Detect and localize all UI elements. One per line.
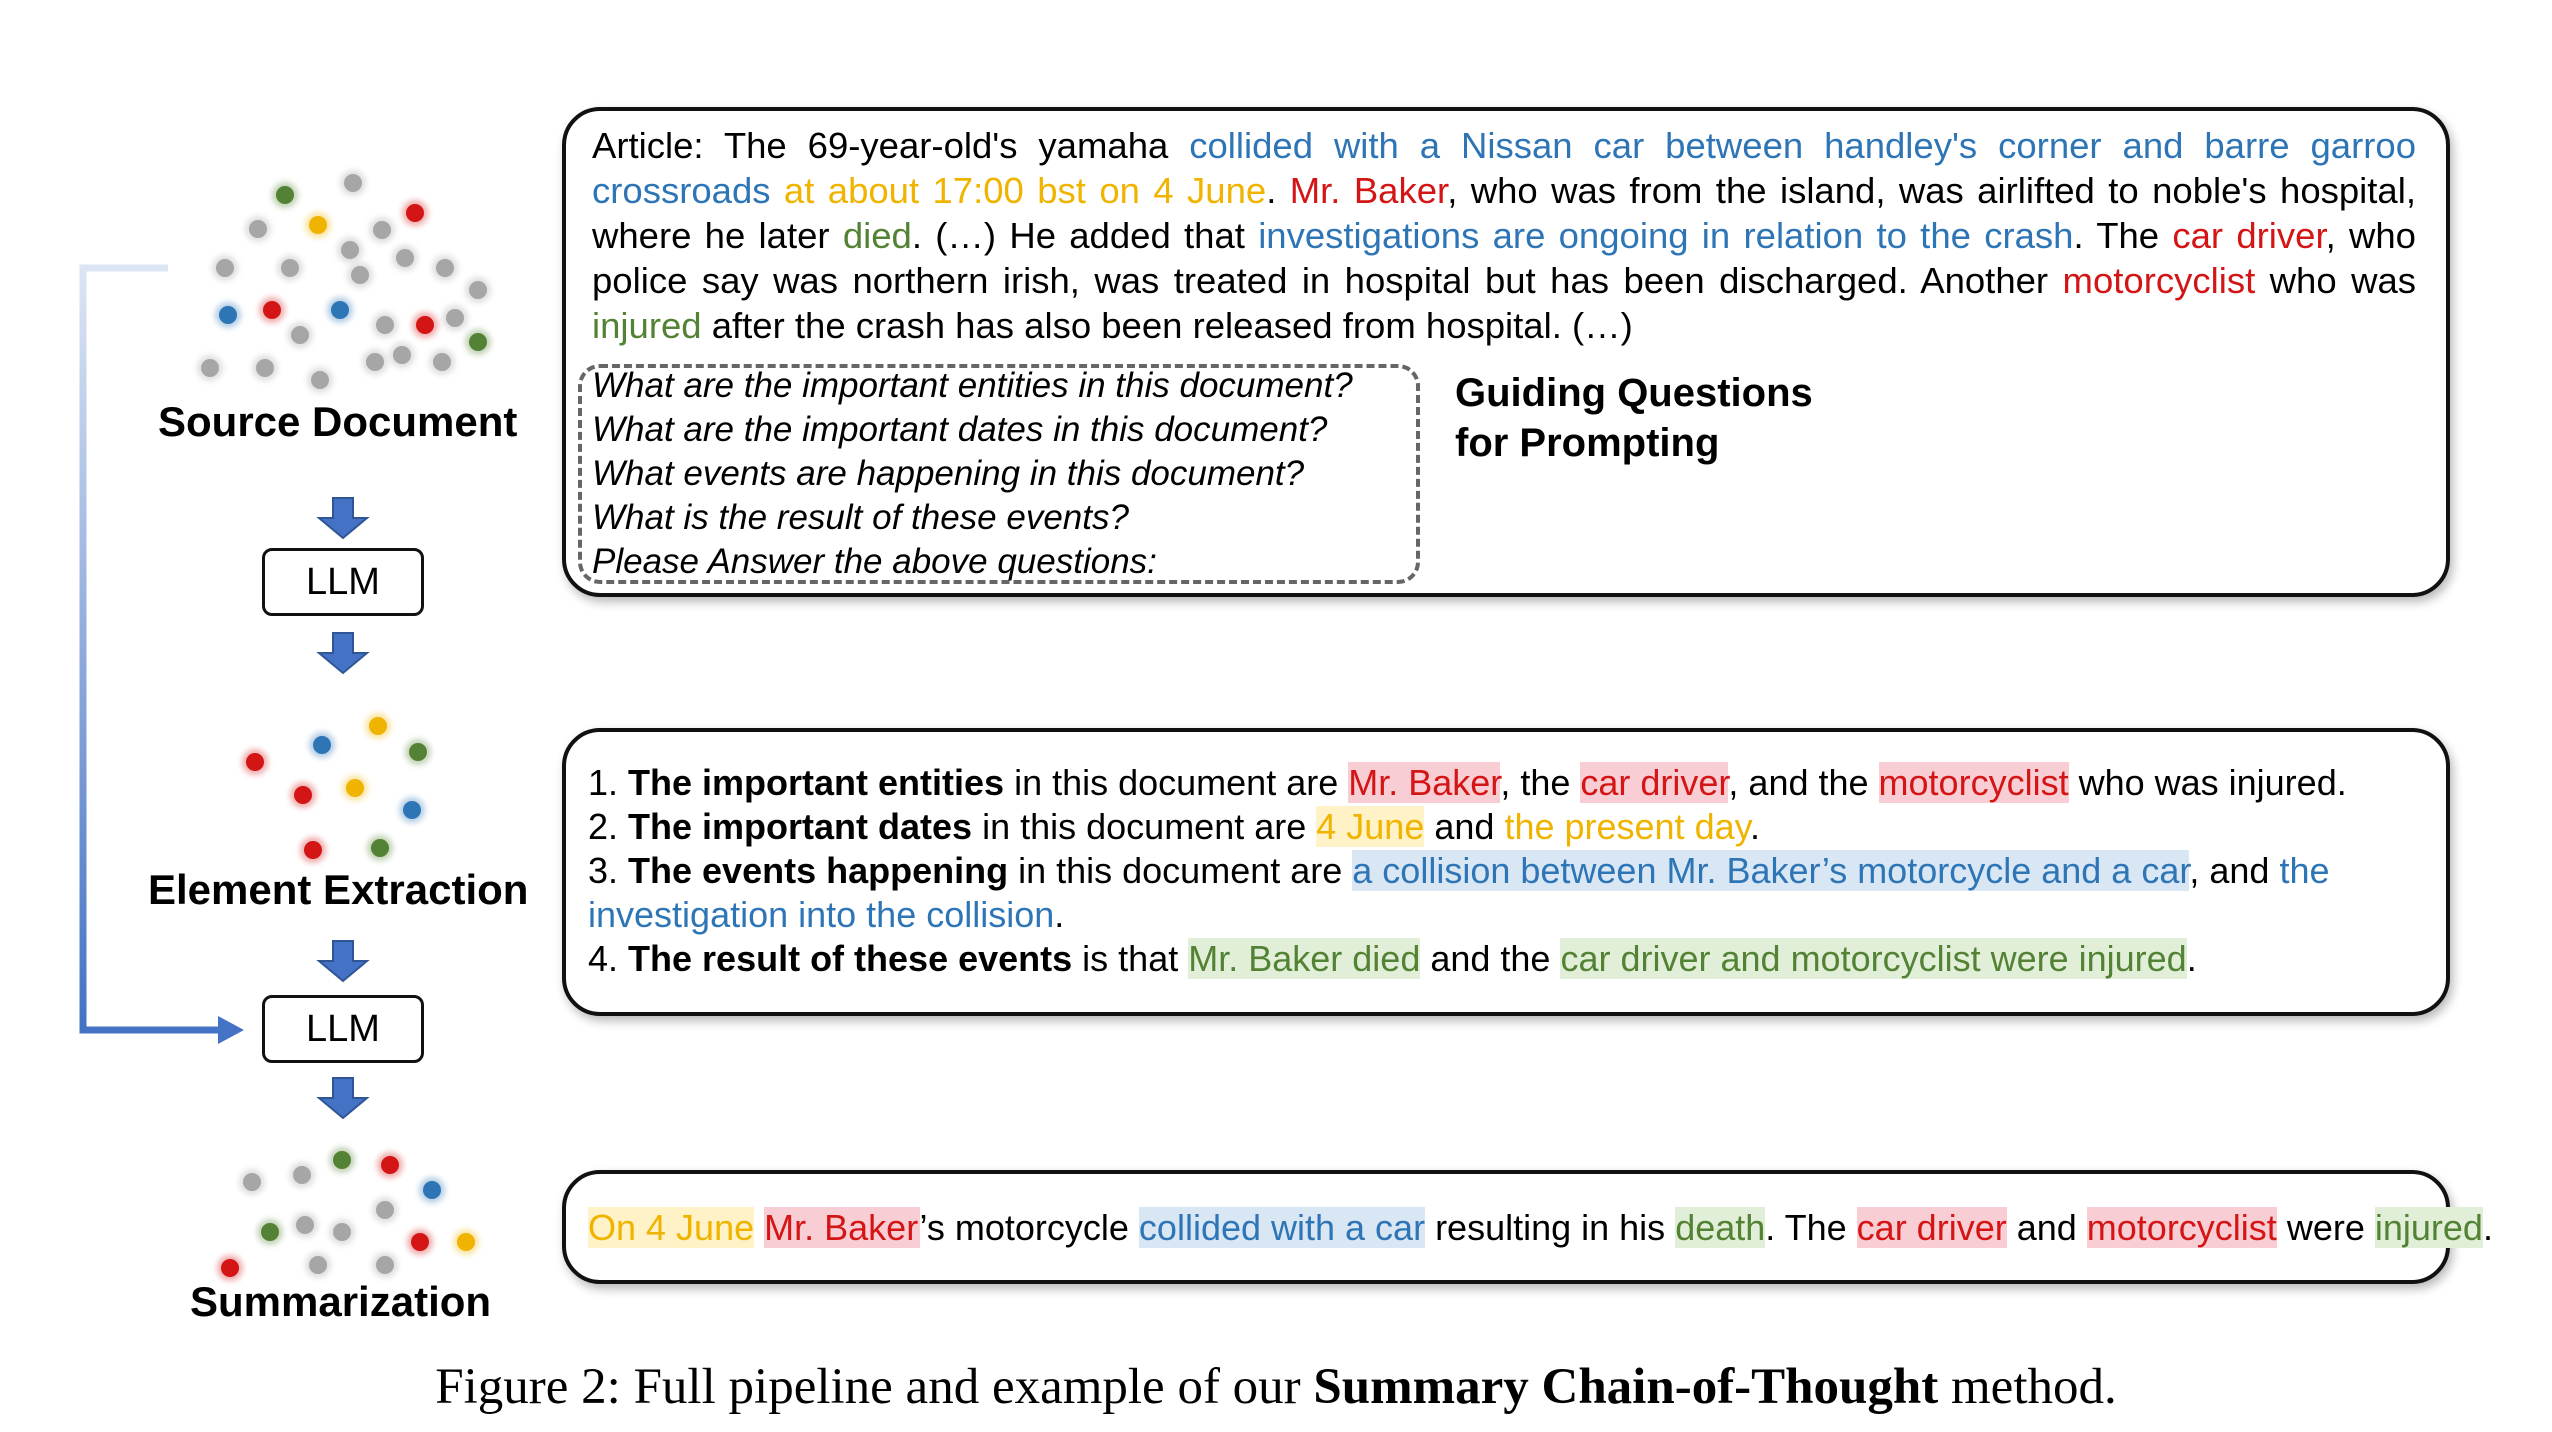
item-heading: The result of these events [628, 938, 1073, 979]
item-number: 4. [588, 938, 629, 979]
element-dot [256, 359, 274, 377]
element-dot [309, 1256, 327, 1274]
item-text: , and [2189, 850, 2280, 891]
element-dot [469, 333, 487, 351]
summary-text [588, 1207, 2493, 1249]
article-segment: , who was from the island, was airlifted to noble's hospital, where he later [592, 170, 2416, 256]
element-dot [309, 216, 327, 234]
item-text: . [1054, 894, 1065, 935]
article-segment: . (…) He added that [911, 215, 1259, 256]
summary-segment: and [2006, 1207, 2087, 1248]
element-dot [351, 266, 369, 284]
event-text: investigation into the collision [588, 894, 1055, 935]
item-heading: The important dates [628, 806, 973, 847]
element-dot [433, 353, 451, 371]
caption-text: Figure 2: Full pipeline and example of our [435, 1359, 1314, 1415]
article-result: injured [592, 305, 702, 346]
element-dot [409, 743, 427, 761]
item-text: . [2186, 938, 2197, 979]
article-event: collided with a Nissan car between handley's corner and barre garroo crossroads [592, 125, 2417, 211]
element-dot [346, 779, 364, 797]
guiding-question: What is the result of these events? [592, 498, 1129, 537]
guide-line: for Prompting [1455, 421, 1720, 465]
article-segment: . The [2073, 215, 2173, 256]
element-dot [416, 316, 434, 334]
highlight-result: Mr. Baker died [1188, 938, 1421, 979]
highlight-entity: motorcyclist [1878, 762, 2069, 803]
skip-connection-arrow [83, 268, 218, 1030]
guiding-questions-title [1455, 368, 1813, 468]
summary-segment: ’s motorcycle [919, 1207, 1139, 1248]
llm-box: LLM [262, 995, 424, 1063]
element-dot [381, 1156, 399, 1174]
element-dot [446, 309, 464, 327]
article-segment: . [1266, 170, 1290, 211]
element-dot [296, 1216, 314, 1234]
item-text: and [1424, 806, 1505, 847]
date-text: the present day [1504, 806, 1750, 847]
element-dot [293, 1166, 311, 1184]
highlight-result: car driver and motorcyclist were injured [1560, 938, 2187, 979]
article-segment: Article: The 69-year-old's yamaha [592, 125, 1190, 166]
guiding-question: Please Answer the above questions: [592, 542, 1157, 581]
item-text: , and the [1728, 762, 1879, 803]
figure-caption [0, 1358, 2552, 1416]
element-dot [331, 301, 349, 319]
highlight-entity: car driver [1580, 762, 1729, 803]
caption-text: method. [1938, 1359, 2117, 1415]
summary-segment: were [2276, 1207, 2375, 1248]
element-dot [393, 346, 411, 364]
skip-arrow-head [218, 1016, 244, 1044]
guiding-question: What events are happening in this document? [592, 454, 1305, 493]
item-number: 2. [588, 806, 629, 847]
element-dot [311, 371, 329, 389]
element-dot [333, 1223, 351, 1241]
element-dot [221, 1259, 239, 1277]
article-date: at about 17:00 bst on 4 June [783, 170, 1267, 211]
article-entity: car driver [2172, 215, 2326, 256]
extraction-item-continued [588, 894, 1064, 936]
down-arrow [319, 498, 367, 538]
element-dot [366, 353, 384, 371]
highlight-entity: Mr. Baker [1348, 762, 1501, 803]
source-document-dots [197, 170, 491, 393]
item-text: and the [1420, 938, 1561, 979]
down-arrow [319, 633, 367, 673]
guide-line: Guiding Questions [1455, 371, 1813, 415]
extraction-item [588, 806, 1760, 848]
item-text: in this document are [1004, 762, 1349, 803]
article-segment [771, 170, 784, 211]
source-document-label: Source Document [158, 398, 518, 445]
extraction-item [588, 850, 2329, 892]
article-segment: after the crash has also been released from hospital. (…) [701, 305, 1633, 346]
down-arrow [319, 941, 367, 981]
article-event: investigations are ongoing in relation to the crash [1258, 215, 2074, 256]
extraction-item [588, 938, 2197, 980]
llm-box: LLM [262, 548, 424, 616]
highlight-date: 4 June [1316, 806, 1425, 847]
element-dot [313, 736, 331, 754]
element-dot [201, 359, 219, 377]
item-text: in this document are [1008, 850, 1353, 891]
element-dot [249, 220, 267, 238]
summary-segment: resulting in his [1425, 1207, 1676, 1248]
item-text: who was injured. [2068, 762, 2347, 803]
highlight-event: collided with a car [1138, 1207, 1426, 1248]
element-dot [341, 241, 359, 259]
highlight-entity: car driver [1856, 1207, 2007, 1248]
element-dot [406, 204, 424, 222]
element-dot [344, 174, 362, 192]
element-dot [376, 316, 394, 334]
highlight-result: death [1675, 1207, 1766, 1248]
element-dot [291, 326, 309, 344]
element-dot [469, 281, 487, 299]
element-dot [263, 301, 281, 319]
element-dot [216, 259, 234, 277]
extraction-item [588, 762, 2347, 804]
element-dot [261, 1223, 279, 1241]
element-dot [411, 1233, 429, 1251]
element-dot [276, 186, 294, 204]
item-number: 3. [588, 850, 629, 891]
element-dot [219, 306, 237, 324]
highlight-event: a collision between Mr. Baker’s motorcycle and a car [1352, 850, 2190, 891]
highlight-entity: Mr. Baker [764, 1207, 920, 1248]
article-entity: motorcyclist [2062, 260, 2256, 301]
summary-segment: . [2482, 1207, 2493, 1248]
summary-segment: . The [1765, 1207, 1857, 1248]
element-dot [246, 753, 264, 771]
element-dot [376, 1256, 394, 1274]
guiding-question: What are the important dates in this document? [592, 410, 1328, 449]
element-dot [457, 1233, 475, 1251]
article-segment: who was [2255, 260, 2416, 301]
element-dot [369, 717, 387, 735]
element-dot [423, 1181, 441, 1199]
highlight-entity: motorcyclist [2086, 1207, 2277, 1248]
element-extraction-dots [242, 713, 431, 863]
item-heading: The events happening [628, 850, 1009, 891]
element-extraction-label: Element Extraction [148, 866, 529, 913]
element-dot [436, 259, 454, 277]
element-dot [294, 786, 312, 804]
event-text: the [2279, 850, 2330, 891]
element-dot [376, 1201, 394, 1219]
down-arrow [319, 1078, 367, 1118]
item-heading: The important entities [628, 762, 1005, 803]
element-dot [403, 801, 421, 819]
article-segment: , who police say was northern irish, was treated in hospital but has been discharged. Another [592, 215, 2416, 301]
item-number: 1. [588, 762, 629, 803]
element-dot [333, 1151, 351, 1169]
element-dot [304, 841, 322, 859]
guiding-question: What are the important entities in this document? [592, 366, 1353, 405]
article-text [592, 123, 2416, 348]
summary-segment [754, 1207, 764, 1248]
element-dot [371, 839, 389, 857]
element-dot [243, 1173, 261, 1191]
highlight-date: On 4 June [588, 1207, 755, 1248]
item-text: is that [1072, 938, 1189, 979]
article-entity: Mr. Baker [1289, 170, 1448, 211]
summarization-dots [217, 1147, 479, 1281]
item-text: in this document are [972, 806, 1317, 847]
element-dot [396, 249, 414, 267]
element-dot [373, 221, 391, 239]
element-dot [281, 259, 299, 277]
item-text: . [1749, 806, 1760, 847]
article-result: died [842, 215, 912, 256]
item-text: , the [1500, 762, 1581, 803]
highlight-result: injured [2374, 1207, 2483, 1248]
caption-method-name: Summary Chain-of-Thought [1313, 1359, 1939, 1415]
summarization-label: Summarization [190, 1278, 492, 1325]
